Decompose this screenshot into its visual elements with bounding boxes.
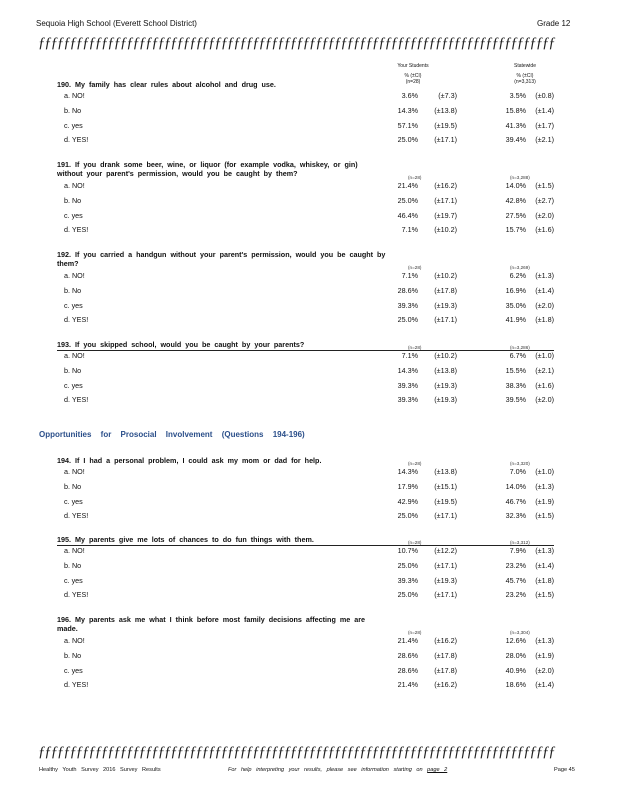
answer-label: b. No — [64, 481, 82, 491]
state-ci: (±1.4) — [535, 105, 554, 115]
answer-label: b. No — [64, 195, 82, 205]
state-percent: 39.4% — [505, 135, 526, 145]
state-percent: 40.9% — [505, 665, 526, 675]
your-ci: (±17.1) — [434, 195, 457, 205]
state-percent: 41.3% — [505, 120, 526, 130]
answer-label: d. YES! — [64, 590, 89, 600]
your-percent: 7.1% — [401, 225, 418, 235]
your-ci: (±19.3) — [434, 395, 457, 405]
page-number: Page 45 — [554, 767, 575, 773]
your-percent: 25.0% — [397, 560, 418, 570]
state-ci: (±2.0) — [535, 395, 554, 405]
n-your-students: (n=28) — [408, 345, 422, 350]
state-percent: 6.7% — [509, 351, 526, 360]
question-text: 196. My parents ask me what I think before most family decisions affecting me are made. — [57, 615, 366, 634]
your-percent: 42.9% — [397, 496, 418, 506]
state-ci: (±1.5) — [535, 181, 554, 190]
state-ci: (±2.1) — [535, 135, 554, 145]
state-percent: 38.3% — [505, 380, 526, 390]
state-ci: (±1.9) — [535, 496, 554, 506]
state-percent: 23.2% — [505, 590, 526, 600]
answer-label: c. yes — [64, 300, 83, 310]
answer-label: b. No — [64, 365, 82, 375]
state-ci: (±1.7) — [535, 120, 554, 130]
decorative-rule-top: ƒƒƒƒƒƒƒƒƒƒƒƒƒƒƒƒƒƒƒƒƒƒƒƒƒƒƒƒƒƒƒƒƒƒƒƒƒƒƒƒƒƒƒƒƒƒƒƒƒƒƒƒƒƒƒƒƒƒƒƒƒƒƒƒƒƒƒƒƒƒƒƒƒƒƒƒƒƒƒƒƒƒ — [38, 35, 555, 51]
footer-help-text — [228, 767, 447, 773]
question-text: 190. My family has clear rules about alcohol and drug use. — [57, 80, 276, 89]
state-ci: (±2.0) — [535, 665, 554, 675]
school-header: Sequoia High School (Everett School District) — [36, 19, 197, 28]
state-percent: 7.0% — [509, 467, 526, 476]
your-percent: 28.6% — [397, 650, 418, 660]
state-percent: 35.0% — [505, 300, 526, 310]
n-your-students: (n=28) — [408, 175, 422, 180]
answer-label: a. NO! — [64, 467, 85, 476]
grade-label: Grade 12 — [537, 19, 571, 28]
question-text: 194. If I had a personal problem, I could ask my mom or dad for help. — [57, 456, 322, 465]
state-ci: (±1.9) — [535, 650, 554, 660]
your-ci: (±19.5) — [434, 496, 457, 506]
your-ci: (±10.2) — [434, 225, 457, 235]
state-percent: 14.0% — [505, 181, 526, 190]
state-percent: 15.7% — [505, 225, 526, 235]
your-ci: (±17.1) — [434, 590, 457, 600]
state-ci: (±2.0) — [535, 210, 554, 220]
state-percent: 6.2% — [509, 271, 526, 280]
state-ci: (±1.8) — [535, 575, 554, 585]
state-percent: 32.3% — [505, 511, 526, 521]
answer-label: d. YES! — [64, 395, 89, 405]
answer-label: b. No — [64, 560, 82, 570]
question-text: 191. If you drank some beer, wine, or liquor (for example vodka, whiskey, or gin) without your parent's permission, would you be caught by them? — [57, 160, 358, 179]
your-percent: 39.3% — [397, 575, 418, 585]
answer-label: c. yes — [64, 380, 83, 390]
state-percent: 3.5% — [509, 91, 526, 100]
your-percent: 14.3% — [397, 365, 418, 375]
state-percent: 15.8% — [505, 105, 526, 115]
state-ci: (±1.3) — [535, 271, 554, 280]
your-percent: 21.4% — [397, 636, 418, 645]
question-text: 192. If you carried a handgun without your parent's permission, would you be caught by them? — [57, 250, 386, 269]
answer-label: c. yes — [64, 120, 83, 130]
your-ci: (±7.3) — [438, 91, 457, 100]
state-ci: (±1.5) — [535, 511, 554, 521]
answer-label: d. YES! — [64, 225, 89, 235]
state-percent: 27.5% — [505, 210, 526, 220]
col-your-n: (n=28) — [405, 79, 421, 85]
answer-label: d. YES! — [64, 135, 89, 145]
n-statewide: (n=3,288) — [510, 175, 530, 180]
your-percent: 21.4% — [397, 680, 418, 690]
state-percent: 23.2% — [505, 560, 526, 570]
state-ci: (±1.5) — [535, 590, 554, 600]
your-ci: (±13.8) — [434, 365, 457, 375]
answer-label: c. yes — [64, 496, 83, 506]
state-percent: 7.9% — [509, 546, 526, 555]
state-percent: 39.5% — [505, 395, 526, 405]
your-ci: (±17.1) — [434, 315, 457, 325]
your-ci: (±17.8) — [434, 285, 457, 295]
n-statewide: (n=3,269) — [510, 265, 530, 270]
col-your-students: Your Students — [397, 63, 429, 69]
state-ci: (±1.4) — [535, 560, 554, 570]
your-percent: 28.6% — [397, 665, 418, 675]
question-text: 195. My parents give me lots of chances to do fun things with them. — [57, 535, 314, 544]
state-percent: 41.9% — [505, 315, 526, 325]
your-ci: (±13.8) — [434, 105, 457, 115]
your-ci: (±12.2) — [434, 546, 457, 555]
decorative-rule-bottom: ƒƒƒƒƒƒƒƒƒƒƒƒƒƒƒƒƒƒƒƒƒƒƒƒƒƒƒƒƒƒƒƒƒƒƒƒƒƒƒƒƒƒƒƒƒƒƒƒƒƒƒƒƒƒƒƒƒƒƒƒƒƒƒƒƒƒƒƒƒƒƒƒƒƒƒƒƒƒƒƒƒƒ — [38, 744, 555, 760]
your-percent: 21.4% — [397, 181, 418, 190]
your-percent: 25.0% — [397, 135, 418, 145]
state-ci: (±1.3) — [535, 481, 554, 491]
your-percent: 46.4% — [397, 210, 418, 220]
n-statewide: (n=3,312) — [510, 540, 530, 545]
answer-label: a. NO! — [64, 271, 85, 280]
section-title: Opportunities for Prosocial Involvement (Questions 194-196) — [39, 430, 305, 439]
answer-label: a. NO! — [64, 351, 85, 360]
answer-label: d. YES! — [64, 511, 89, 521]
your-percent: 3.6% — [401, 91, 418, 100]
col-statewide: Statewide — [514, 63, 536, 69]
your-percent: 25.0% — [397, 511, 418, 521]
footer-help-message: For help interpreting your results, please see information starting on — [228, 767, 423, 773]
state-percent: 45.7% — [505, 575, 526, 585]
n-statewide: (n=3,286) — [510, 345, 530, 350]
your-ci: (±16.2) — [434, 636, 457, 645]
question-underline — [57, 545, 554, 546]
your-percent: 17.9% — [397, 481, 418, 491]
your-percent: 39.3% — [397, 395, 418, 405]
your-percent: 57.1% — [397, 120, 418, 130]
your-percent: 25.0% — [397, 195, 418, 205]
n-statewide: (n=3,304) — [510, 630, 530, 635]
answer-label: b. No — [64, 650, 82, 660]
col-state-pct: % (±CI) — [516, 73, 534, 79]
your-ci: (±19.3) — [434, 575, 457, 585]
your-percent: 39.3% — [397, 380, 418, 390]
question-underline — [57, 350, 554, 351]
your-ci: (±17.1) — [434, 560, 457, 570]
state-ci: (±1.3) — [535, 636, 554, 645]
answer-label: d. YES! — [64, 680, 89, 690]
n-your-students: (n=28) — [408, 630, 422, 635]
answer-label: a. NO! — [64, 91, 85, 100]
state-percent: 28.0% — [505, 650, 526, 660]
your-percent: 14.3% — [397, 105, 418, 115]
state-percent: 14.0% — [505, 481, 526, 491]
answer-label: a. NO! — [64, 181, 85, 190]
your-ci: (±15.1) — [434, 481, 457, 491]
state-percent: 12.6% — [505, 636, 526, 645]
your-ci: (±19.7) — [434, 210, 457, 220]
answer-label: c. yes — [64, 210, 83, 220]
n-your-students: (n=28) — [408, 540, 422, 545]
your-ci: (±17.1) — [434, 511, 457, 521]
state-ci: (±0.8) — [535, 91, 554, 100]
state-percent: 18.6% — [505, 680, 526, 690]
your-percent: 25.0% — [397, 315, 418, 325]
state-ci: (±1.0) — [535, 467, 554, 476]
your-ci: (±17.1) — [434, 135, 457, 145]
footer-survey-name: Healthy Youth Survey 2016 Survey Results — [39, 767, 161, 773]
state-ci: (±1.4) — [535, 680, 554, 690]
n-your-students: (n=28) — [408, 461, 422, 466]
your-percent: 28.6% — [397, 285, 418, 295]
your-ci: (±19.3) — [434, 380, 457, 390]
state-ci: (±1.8) — [535, 315, 554, 325]
state-ci: (±1.6) — [535, 380, 554, 390]
n-your-students: (n=28) — [408, 265, 422, 270]
your-percent: 7.1% — [401, 351, 418, 360]
state-ci: (±2.1) — [535, 365, 554, 375]
your-ci: (±16.2) — [434, 181, 457, 190]
answer-label: d. YES! — [64, 315, 89, 325]
state-percent: 15.5% — [505, 365, 526, 375]
state-ci: (±1.3) — [535, 546, 554, 555]
your-ci: (±19.3) — [434, 300, 457, 310]
answer-label: b. No — [64, 105, 82, 115]
your-percent: 10.7% — [397, 546, 418, 555]
state-ci: (±1.6) — [535, 225, 554, 235]
state-ci: (±1.0) — [535, 351, 554, 360]
col-state-n: (n=3,313) — [514, 79, 536, 85]
your-ci: (±10.2) — [434, 351, 457, 360]
your-ci: (±19.5) — [434, 120, 457, 130]
your-ci: (±17.8) — [434, 665, 457, 675]
your-percent: 7.1% — [401, 271, 418, 280]
your-percent: 14.3% — [397, 467, 418, 476]
your-ci: (±17.8) — [434, 650, 457, 660]
state-ci: (±2.0) — [535, 300, 554, 310]
answer-label: a. NO! — [64, 636, 85, 645]
footer-page-link[interactable]: page 2 — [427, 767, 448, 773]
your-percent: 39.3% — [397, 300, 418, 310]
state-ci: (±1.4) — [535, 285, 554, 295]
state-ci: (±2.7) — [535, 195, 554, 205]
state-percent: 16.9% — [505, 285, 526, 295]
your-percent: 25.0% — [397, 590, 418, 600]
question-text: 193. If you skipped school, would you be caught by your parents? — [57, 340, 305, 349]
your-ci: (±16.2) — [434, 680, 457, 690]
state-percent: 46.7% — [505, 496, 526, 506]
answer-label: c. yes — [64, 665, 83, 675]
state-percent: 42.8% — [505, 195, 526, 205]
your-ci: (±10.2) — [434, 271, 457, 280]
col-your-pct: % (±CI) — [404, 73, 422, 79]
n-statewide: (n=3,320) — [510, 461, 530, 466]
answer-label: c. yes — [64, 575, 83, 585]
answer-label: b. No — [64, 285, 82, 295]
your-ci: (±13.8) — [434, 467, 457, 476]
answer-label: a. NO! — [64, 546, 85, 555]
